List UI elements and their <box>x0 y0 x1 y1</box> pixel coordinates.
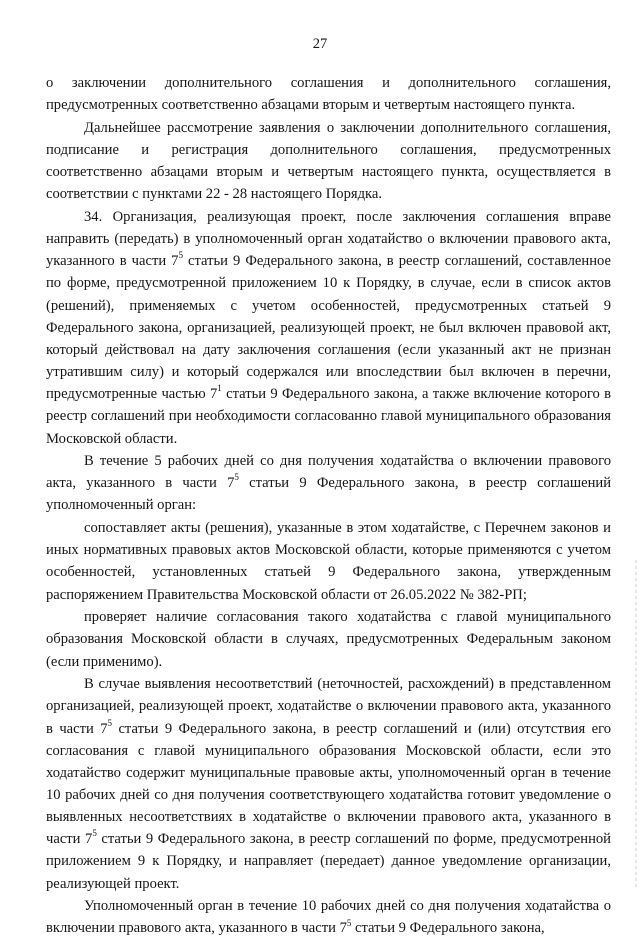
paragraph: 34. Организация, реализующая проект, после заключения соглашения вправе направить (передать) в уполномоченный орган ходатайство о включении правового акта, указанного в части $7^5$ статьи 9 Федерального закона, в реестр соглашений, составленное по форме, предусмотренной приложением 10 к Порядку, в случае, если в список актов (решений), применяемых с учетом особенностей, предусмотренных статьей 9 Федерального закона, организацией, реализующей проект, не был включен правовой акт, который действовал на дату заключения соглашения (если указанный акт не признан утратившим силу) и который содержался или впоследствии был включен в перечни, предусмотренные частью $7^1$ статьи 9 Федерального закона, а также включение которого в реестр соглашений при необходимости согласованно главой муниципального образования Московской области. <box>46 208 611 447</box>
paragraph: Уполномоченный орган в течение 10 рабочих дней со дня получения ходатайства о включении правового акта, указанного в части $7^5$ статьи 9 Федерального закона, <box>46 898 611 937</box>
page-number: 27 <box>312 36 328 52</box>
paragraph: В случае выявления несоответствий (неточностей, расхождений) в представленном организацией, реализующей проект, ходатайстве о включении правового акта, указанного в части $7^5$ статьи 9 Федерального закона, в реестр соглашений и (или) отсутствия его согласования с главой муниципального образования Московской области, если это ходатайство содержит муниципальные правовые акты, уполномоченный орган в течение 10 рабочих дней со дня получения соответствующего ходатайства готовит уведомление о выявленных несоответствиях в ходатайстве о включении правового акта, указанного в части $7^5$ статьи 9 Федерального закона, в реестр соглашений по форме, предусмотренной приложением 9 к Порядку, и направляет (передает) данное уведомление организации, реализующей проект. <box>46 676 611 892</box>
body-text <box>46 72 611 940</box>
paragraph: о заключении дополнительного соглашения и дополнительного соглашения, предусмотренных соответственно абзацами вторым и четвертым настоящего пункта. <box>46 75 611 114</box>
paragraph: Дальнейшее рассмотрение заявления о заключении дополнительного соглашения, подписание и регистрация дополнительного соглашения, предусмотренных соответственно абзацами вторым и четвертым настоящего пункта, осуществляется в соответствии с пунктами 22 - 28 настоящего Порядка. <box>46 119 611 203</box>
paragraph: проверяет наличие согласования такого ходатайства с главой муниципального образования Московской области в случаях, предусмотренных Федеральным законом (если применимо). <box>46 609 611 670</box>
paragraph: В течение 5 рабочих дней со дня получения ходатайства о включении правового акта, указанного в части $7^5$ статьи 9 Федерального закона, в реестр соглашений уполномоченный орган: <box>46 453 612 514</box>
scan-edge-mark <box>635 560 637 890</box>
paragraph: сопоставляет акты (решения), указанные в этом ходатайстве, с Перечнем законов и иных нормативных правовых актов Московской области, которые применяются с учетом особенностей, установленных статьей 9 Федерального закона, утвержденным распоряжением Правительства Московской области от 26.05.2022 № 382-РП; <box>46 520 611 603</box>
